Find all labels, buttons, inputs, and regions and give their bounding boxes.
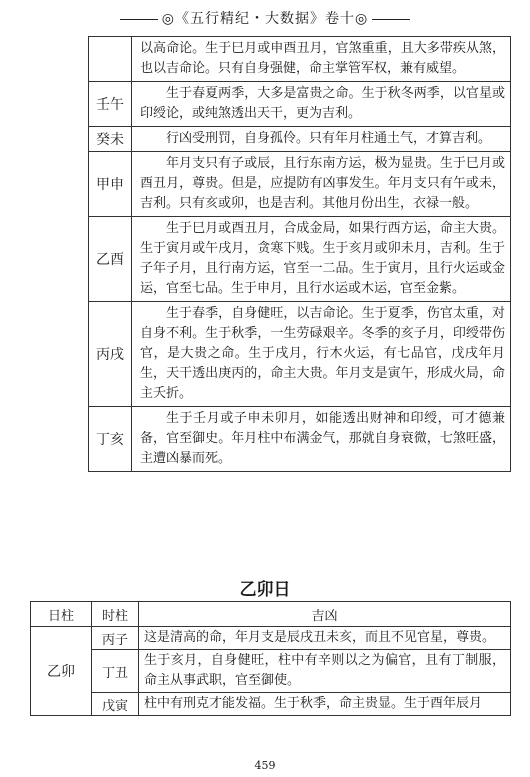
fortune-text-cell: 生于春夏两季，大多是富贵之命。生于秋冬两季，以官星或印绶论，或纯煞透出天干，更为吉利。 <box>132 82 511 127</box>
day-pillar-cell: 乙卯 <box>31 627 92 716</box>
table-row <box>89 217 511 302</box>
day-pillar-cell: 丁亥 <box>89 407 132 472</box>
fortune-text-cell: 生于春季，自身健旺，以吉命论。生于夏季，伤官太重，对自身不利。生于秋季，一生劳碌艰辛。冬季的亥子月，印绶带伤官，是大贵之命。生于戌月，行木火运，有七品官，戊戌年月生，天干透出庚丙的，命主大贵。年月支是寅午，形成火局，命主夭折。 <box>132 302 511 407</box>
table-header-row <box>31 602 511 627</box>
fortune-text-cell: 这是清高的命，年月支是辰戌丑未亥，而且不见官星，尊贵。 <box>139 627 511 650</box>
table-row <box>89 152 511 217</box>
hour-pillar-cell: 丙子 <box>92 627 139 650</box>
page-number: 459 <box>254 759 276 772</box>
column-header-fortune: 吉凶 <box>139 602 511 627</box>
hour-pillar-cell: 丁丑 <box>92 650 139 693</box>
hour-pillar-cell: 戊寅 <box>92 693 139 716</box>
fortune-text-cell: 柱中有刑克才能发福。生于秋季，命主贵显。生于酉年辰月 <box>139 693 511 716</box>
fortune-text-cell: 生于亥月，自身健旺，柱中有辛则以之为偏官，且有丁制服，命主从事武职，官至御使。 <box>139 650 511 693</box>
fortune-text-cell: 行凶受刑罚，自身孤伶。只有年月柱通土气，才算吉利。 <box>132 127 511 152</box>
table-row <box>89 407 511 472</box>
column-header-day: 日柱 <box>31 602 92 627</box>
fortune-text-cell: 年月支只有子或辰，且行东南方运，极为显贵。生于巳月或酉丑月，尊贵。但是，应提防有凶事发生。年月支只有午或未，吉利。只有亥或卯，也是吉利。其他月份出生，衣禄一般。 <box>132 152 511 217</box>
day-pillar-cell: 壬午 <box>89 82 132 127</box>
fortune-text-cell: 以高命论。生于巳月或申酉丑月，官煞重重，且大多带疾从煞，也以吉命论。只有自身强健，命主掌管军权，兼有威望。 <box>132 37 511 82</box>
day-pillar-cell: 甲申 <box>89 152 132 217</box>
header-rule-left <box>120 19 158 20</box>
table-row <box>89 37 511 82</box>
section-title: 乙卯日 <box>239 580 291 600</box>
table-row <box>89 82 511 127</box>
day-pillar-cell: 丙戌 <box>89 302 132 407</box>
day-pillar-cell: 癸未 <box>89 127 132 152</box>
day-pillar-cell <box>89 37 132 82</box>
table-row <box>31 627 511 650</box>
header-ornament-left: ◎ <box>161 11 175 27</box>
table-row <box>31 693 511 716</box>
running-header <box>0 8 530 28</box>
header-ornament-right: ◎ <box>355 11 369 27</box>
fortune-table-continued <box>88 36 511 472</box>
column-header-hour: 时柱 <box>92 602 139 627</box>
header-title: 《五行精纪・大数据》卷十 <box>175 11 355 27</box>
fortune-text-cell: 生于巳月或酉丑月，合成金局，如果行西方运，命主大贵。生于寅月或午戌月，贪寒下贱。生于亥月或卯未月，吉利。生于子年子月，且行南方运，官至一二品。生于寅月，且行火运或金运，官至七品。生于申月，且行水运或木运，官至金紫。 <box>132 217 511 302</box>
day-pillar-cell: 乙酉 <box>89 217 132 302</box>
table-row <box>89 302 511 407</box>
header-rule-right <box>372 19 410 20</box>
fortune-table <box>30 601 511 716</box>
fortune-text-cell: 生于壬月或子申未卯月，如能透出财神和印绶，可才德兼备，官至御史。年月柱中布满金气，那就自身衰微，七煞旺盛，主遭凶暴而死。 <box>132 407 511 472</box>
table-row <box>31 650 511 693</box>
table-row <box>89 127 511 152</box>
